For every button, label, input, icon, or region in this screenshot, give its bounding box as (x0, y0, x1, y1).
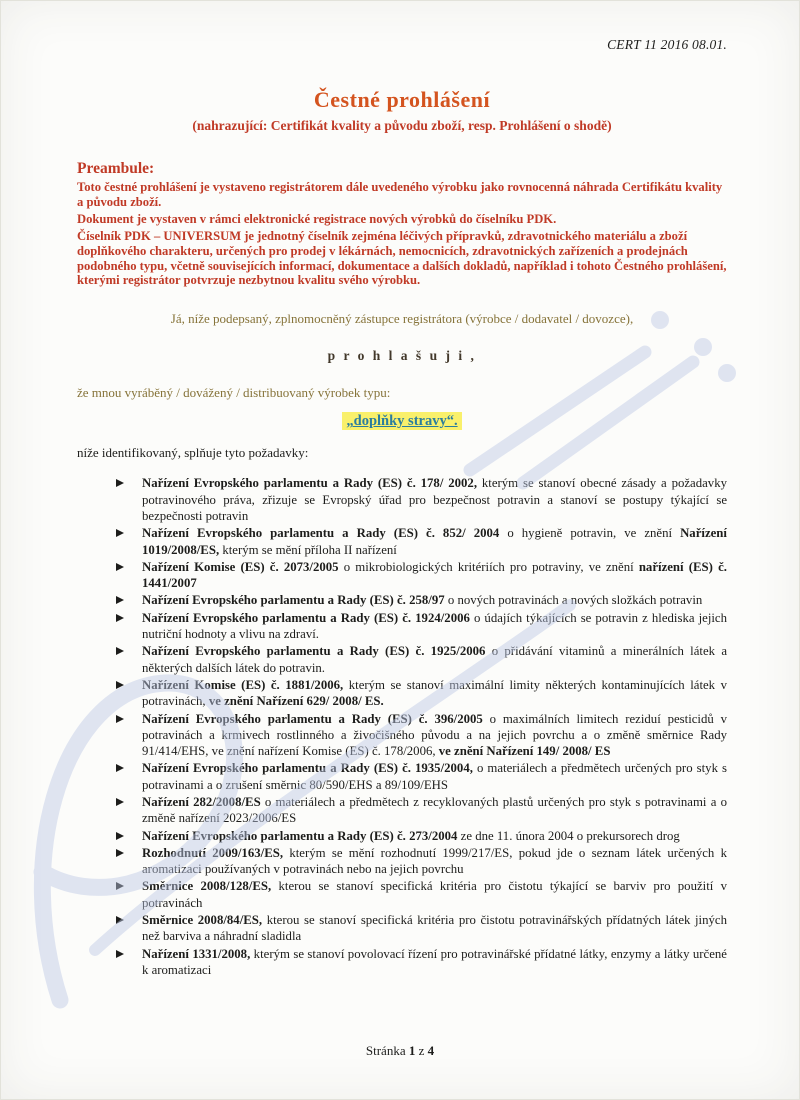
requirement-item (77, 559, 727, 592)
page-title: Čestné prohlášení (313, 87, 491, 112)
requirement-text (142, 593, 702, 607)
requirements-list (77, 475, 727, 978)
preamble-paragraph-2: Dokument je vystaven v rámci elektronické registrace nových výrobků do číselníku PDK. (77, 211, 557, 226)
text-segment: z (415, 1043, 428, 1058)
page-subtitle: (nahrazující: Certifikát kvality a původu zboží, resp. Prohlášení o shodě) (192, 118, 612, 133)
requirement-item (77, 912, 727, 945)
text-segment-bold: ve znění Nařízení 629/ 2008/ ES. (208, 694, 384, 709)
text-segment-bold: Nařízení Evropského parlamentu a Rady (ES) č. 258/97 (142, 593, 445, 608)
requirement-text (142, 644, 727, 674)
text-segment-bold: ve znění Nařízení 149/ 2008/ ES (438, 744, 611, 759)
text-segment-bold: Nařízení Evropského parlamentu a Rady (ES) č. 1924/2006 (142, 610, 470, 625)
requirement-text (142, 761, 727, 791)
text-segment: kterým se stanoví maximální limity některých kontaminujících látek v potravinách, (142, 677, 727, 709)
requirement-text (142, 678, 727, 708)
arrowhead-bullet-icon (116, 647, 124, 655)
text-segment-bold: nařízení (ES) č. 1441/2007 (142, 559, 727, 591)
text-segment: kterou se stanoví specifická kritéria pro čistotu týkající se barviv pro použití v potravinách (142, 879, 727, 910)
arrowhead-bullet-icon (116, 764, 124, 772)
doc-code: CERT 11 2016 08.01. (607, 37, 727, 52)
text-segment-bold: Nařízení 1019/2008/ES, (142, 526, 727, 557)
text-segment-bold: Nařízení Evropského parlamentu a Rady (ES) č. 396/2005 (142, 711, 483, 726)
requirement-text (142, 560, 727, 590)
text-segment-bold: Nařízení 1331/2008, (142, 946, 251, 961)
requirement-item (77, 794, 727, 827)
text-segment: o materiálech a předmětech z recyklovaných plastů určených pro styk s potravinami a o změně nařízení 2023/2006/ES (142, 794, 727, 826)
arrowhead-bullet-icon (116, 798, 124, 806)
text-segment: ze dne 11. února 2004 o prekursorech drog (457, 828, 680, 843)
arrowhead-bullet-icon (116, 950, 124, 958)
product-type-lead: že mnou vyráběný / dovážený / distribuovaný výrobek typu: (77, 385, 391, 401)
text-segment-bold: 1 (408, 1043, 416, 1058)
requirement-item (77, 610, 727, 643)
requirement-item (77, 845, 727, 878)
text-segment: kterým se stanoví obecné zásady a požadavky potravinového práva, zřizuje se Evropský úřad pro bezpečnost potravin a stanoví se postupy týkající se bezpečnosti potravin (142, 476, 728, 523)
requirement-item (77, 711, 727, 760)
requirement-item (77, 946, 727, 979)
text-segment-bold: Rozhodnutí 2009/163/ES, (142, 845, 284, 860)
page-number (366, 1043, 434, 1058)
requirement-item (77, 643, 727, 676)
text-segment: o přidávání vitaminů a minerálních látek a některých dalších látek do potravin. (142, 644, 727, 675)
text-segment-bold: Nařízení Evropského parlamentu a Rady (ES) č. 273/2004 (142, 828, 458, 843)
text-segment-bold: Nařízení Komise (ES) č. 2073/2005 (142, 559, 339, 574)
text-segment-bold: Nařízení Evropského parlamentu a Rady (ES) č. 1935/2004, (142, 761, 473, 776)
text-segment-bold: Směrnice 2008/84/ES, (142, 913, 263, 928)
requirement-item (77, 760, 727, 793)
declaration-verb: p r o h l a š u j i , (327, 348, 477, 364)
arrowhead-bullet-icon (116, 882, 124, 890)
product-type-line (77, 412, 727, 430)
product-type-highlight: „doplňky stravy“. (342, 412, 461, 430)
text-segment: o materiálech a předmětech určených pro styk s potravinami a o zrušení směrnic 80/590/EHS a 89/109/EHS (142, 761, 727, 792)
requirement-text (142, 611, 727, 641)
requirement-text (142, 526, 727, 556)
requirement-text (142, 712, 727, 759)
requirement-text (142, 829, 680, 843)
text-segment: o hygieně potravin, ve znění (499, 526, 681, 541)
text-segment-bold: 4 (427, 1043, 435, 1058)
requirement-item (77, 475, 727, 524)
text-segment: o maximálních limitech reziduí pesticidů v potravinách a krmivech rostlinného a živočišného původu a na jejich povrchu a o změně směrnice Rady 91/414/EHS, ve znění nařízení Komise (ES) č. 178/2006, (142, 711, 727, 759)
requirement-text (142, 879, 727, 909)
text-segment: kterým se mění rozhodnutí 1999/217/ES, pokud jde o seznam látek určených k aromatizaci používaných v potravinách nebo na jejich povrchu (142, 845, 727, 877)
text-segment-bold: Nařízení 282/2008/ES (142, 794, 261, 809)
declaration-intro: Já, níže podepsaný, zplnomocněný zástupce registrátora (výrobce / dodavatel / dovozce), (170, 311, 634, 327)
text-segment: kterým se stanoví povolovací řízení pro potravinářské přídatné látky, enzymy a látky určené k aromatizaci (142, 946, 727, 977)
arrowhead-bullet-icon (116, 715, 124, 723)
arrowhead-bullet-icon (116, 681, 124, 689)
requirement-text (142, 947, 727, 977)
arrowhead-bullet-icon (116, 479, 124, 487)
arrowhead-bullet-icon (116, 614, 124, 622)
text-segment: o nových potravinách a nových složkách potravin (444, 593, 703, 608)
requirement-text (142, 476, 727, 523)
arrowhead-bullet-icon (116, 596, 124, 604)
text-segment-bold: Nařízení Evropského parlamentu a Rady (ES) č. 178/ 2002, (142, 476, 478, 491)
requirement-item (77, 677, 727, 710)
requirement-text (142, 795, 727, 825)
text-segment: kterou se stanoví specifická kritéria pro čistotu potravinářských přídatných látek jiných než barviva a náhradní sladidla (142, 913, 727, 944)
requirements-lead: níže identifikovaný, splňuje tyto požadavky: (77, 445, 309, 461)
text-segment-bold: Nařízení Komise (ES) č. 1881/2006, (142, 677, 344, 692)
arrowhead-bullet-icon (116, 563, 124, 571)
arrowhead-bullet-icon (116, 832, 124, 840)
text-segment: Stránka (365, 1043, 409, 1058)
text-segment-bold: Nařízení Evropského parlamentu a Rady (ES) č. 852/ 2004 (142, 526, 500, 541)
requirement-item (77, 525, 727, 558)
requirement-text (142, 846, 727, 876)
preamble-paragraph-3: Číselník PDK – UNIVERSUM je jednotný číselník zejména léčivých přípravků, zdravotnického materiálu a zboží doplňkového charakteru, určených pro prodej v lékárnách, nemocnicích, zdravotnických zařízeních a prodejnách podobného typu, včetně souvisejících informací, dokumentace a dalších dokladů, například i tohoto Čestného prohlášení, kterými registrátor potvrzuje nezbytnou kvalitu svého výrobku. (77, 228, 727, 288)
requirement-item (77, 828, 727, 844)
arrowhead-bullet-icon (116, 916, 124, 924)
requirement-item (77, 878, 727, 911)
text-segment: kterým se mění příloha II nařízení (219, 542, 397, 557)
preamble-paragraph-1: Toto čestné prohlášení je vystaveno registrátorem dále uvedeného výrobku jako rovnocenná náhrada Certifikátu kvality a původu zboží. (77, 180, 723, 209)
page-footer (1, 1043, 799, 1059)
preamble-heading: Preambule: (77, 160, 155, 177)
text-segment-bold: Směrnice 2008/128/ES, (142, 879, 272, 894)
text-segment-bold: Nařízení Evropského parlamentu a Rady (ES) č. 1925/2006 (142, 644, 486, 659)
requirement-text (142, 913, 727, 943)
arrowhead-bullet-icon (116, 849, 124, 857)
text-segment: o mikrobiologických kritériích pro potraviny, ve znění (338, 559, 639, 574)
text-segment: o údajích týkajících se potravin z hlediska jejich nutriční hodnoty a vlivu na zdraví. (142, 610, 728, 642)
arrowhead-bullet-icon (116, 529, 124, 537)
requirement-item (77, 592, 727, 608)
